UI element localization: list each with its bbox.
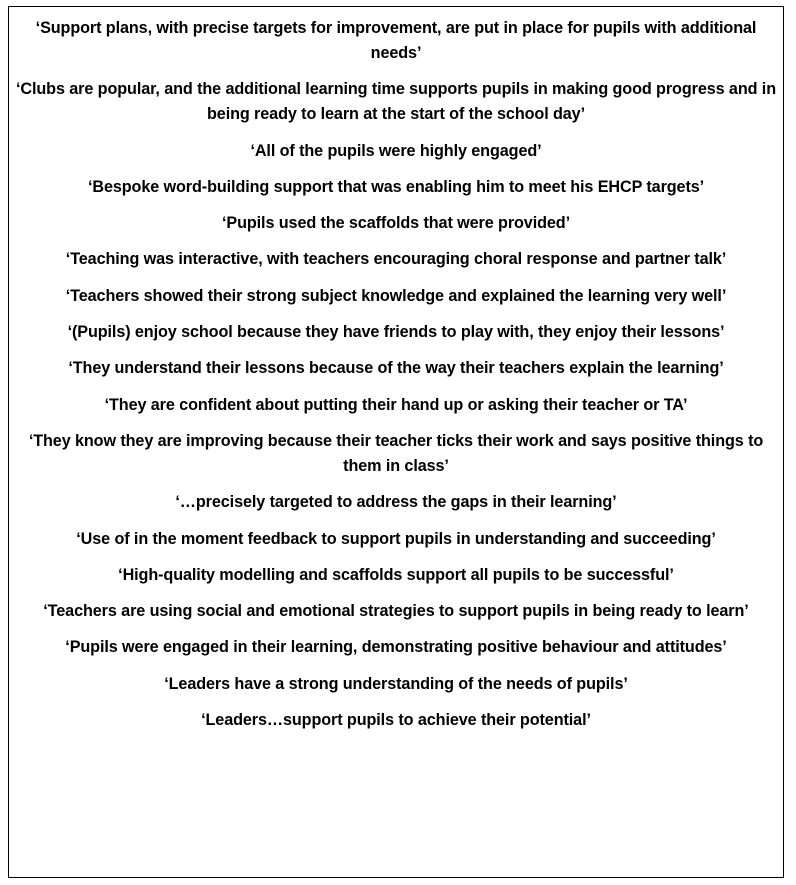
quote-5: ‘Pupils used the scaffolds that were provided’ <box>221 214 570 233</box>
quote-7: ‘Teachers showed their strong subject knowledge and explained the learning very well’ <box>65 286 727 305</box>
quote-3: ‘All of the pupils were highly engaged’ <box>250 141 542 160</box>
quote-8: ‘(Pupils) enjoy school because they have friends to play with, they enjoy their lessons’ <box>67 323 725 342</box>
quote-11: ‘They know they are improving because their teacher ticks their work and says positive things to them in class’ <box>28 431 764 475</box>
quote-box <box>8 6 784 878</box>
quote-list <box>15 16 777 733</box>
quote-10: ‘They are confident about putting their hand up or asking their teacher or TA’ <box>104 395 688 414</box>
quote-15: ‘Teachers are using social and emotional strategies to support pupils in being ready to learn’ <box>43 602 749 621</box>
quote-9: ‘They understand their lessons because of the way their teachers explain the learning’ <box>68 359 724 378</box>
quote-2: ‘Clubs are popular, and the additional learning time supports pupils in making good progress and in being ready to learn at the start of the school day’ <box>16 80 776 124</box>
quote-14: ‘High-quality modelling and scaffolds support all pupils to be successful’ <box>118 565 674 584</box>
quote-18: ‘Leaders…support pupils to achieve their potential’ <box>201 711 591 730</box>
quote-12: ‘…precisely targeted to address the gaps in their learning’ <box>175 493 617 512</box>
quote-16: ‘Pupils were engaged in their learning, demonstrating positive behaviour and attitudes’ <box>65 638 727 657</box>
quote-17: ‘Leaders have a strong understanding of the needs of pupils’ <box>164 674 628 693</box>
quote-6: ‘Teaching was interactive, with teachers encouraging choral response and partner talk’ <box>65 250 727 269</box>
quote-13: ‘Use of in the moment feedback to support pupils in understanding and succeeding’ <box>76 529 716 548</box>
quote-1: ‘Support plans, with precise targets for improvement, are put in place for pupils with additional needs’ <box>35 19 757 62</box>
quote-4: ‘Bespoke word-building support that was enabling him to meet his EHCP targets’ <box>87 177 705 196</box>
